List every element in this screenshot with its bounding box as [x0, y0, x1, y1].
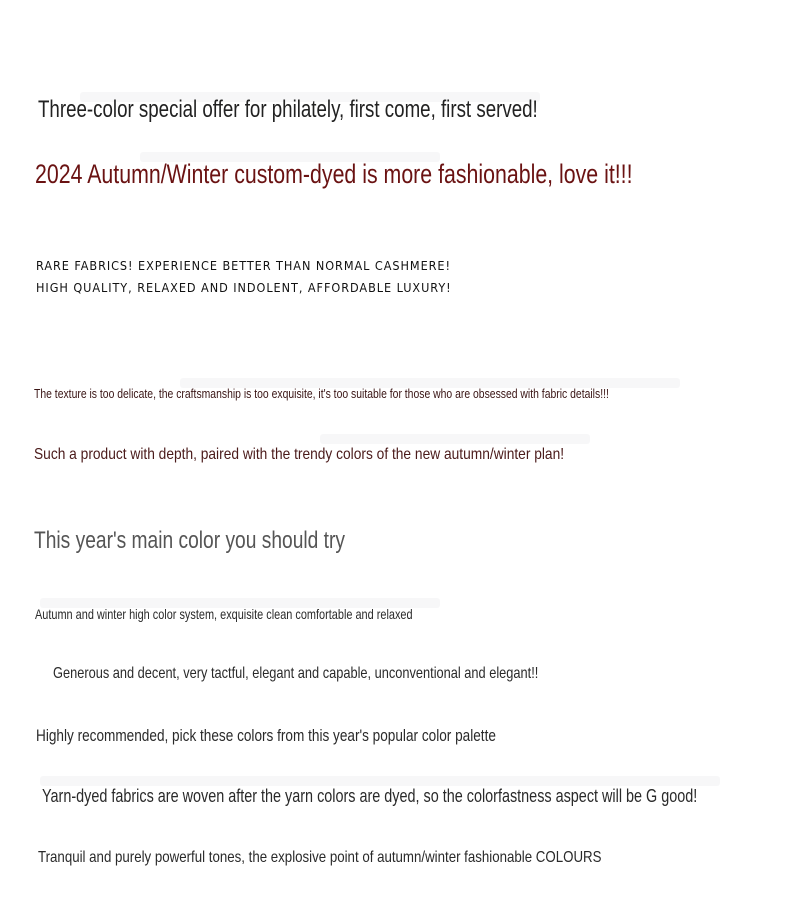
- yarn-dyed-note: Yarn-dyed fabrics are woven after the yarn colors are dyed, so the colorfastness aspect will be G good!: [42, 786, 698, 806]
- season-headline: 2024 Autumn/Winter custom-dyed is more fashionable, love it!!!: [35, 159, 633, 189]
- offer-headline: Three-color special offer for philately, first come, first served!: [38, 96, 538, 123]
- depth-note: Such a product with depth, paired with the trendy colors of the new autumn/winter plan!: [34, 446, 565, 463]
- recommend-note: Highly recommended, pick these colors from this year's popular color palette: [36, 726, 496, 745]
- background-ghost-stroke: [320, 434, 590, 444]
- feature-line-high-quality: HIGH QUALITY, RELAXED AND INDOLENT, AFFORDABLE LUXURY!: [36, 281, 452, 295]
- feature-line-rare-fabrics: RARE FABRICS! EXPERIENCE BETTER THAN NORMAL CASHMERE!: [36, 259, 451, 273]
- tones-note: Tranquil and purely powerful tones, the explosive point of autumn/winter fashionable COLOURS: [38, 849, 602, 866]
- background-ghost-stroke: [40, 776, 720, 786]
- elegance-note: Generous and decent, very tactful, elegant and capable, unconventional and elegant!!: [53, 665, 539, 682]
- main-color-heading: This year's main color you should try: [34, 527, 345, 554]
- texture-note: The texture is too delicate, the craftsmanship is too exquisite, it's too suitable for those who are obsessed with fabric details!!!: [34, 386, 609, 401]
- color-system-note: Autumn and winter high color system, exquisite clean comfortable and relaxed: [35, 606, 413, 622]
